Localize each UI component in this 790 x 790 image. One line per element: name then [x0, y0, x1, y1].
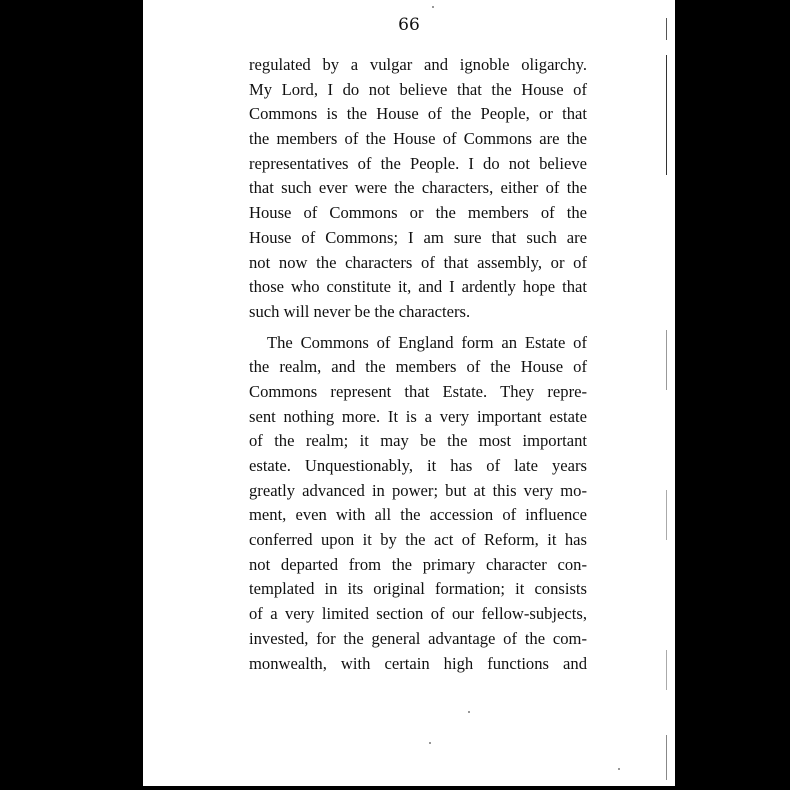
text-line: that such ever were the characters, either of the — [249, 178, 587, 198]
text-line: House of Commons or the members of the — [249, 203, 587, 223]
text-line: representatives of the People. I do not believe — [249, 153, 587, 173]
paragraph-2 — [249, 331, 587, 677]
text-line: monwealth, with certain high functions and — [249, 653, 587, 673]
text-line: regulated by a vulgar and ignoble oligarchy. — [249, 55, 587, 74]
scan-speck — [432, 6, 434, 8]
text-line: sent nothing more. It is a very important estate — [249, 406, 587, 426]
text-line: invested, for the general advantage of the com- — [249, 628, 587, 648]
scan-edge-line — [666, 735, 667, 780]
text-line: the realm, and the members of the House of — [249, 357, 587, 377]
paragraph-1 — [249, 53, 587, 325]
scan-edge-line — [666, 330, 667, 390]
text-line: conferred upon it by the act of Reform, it has — [249, 530, 587, 550]
page-number: 66 — [398, 15, 420, 35]
text-line: House of Commons; I am sure that such are — [249, 227, 587, 247]
text-line: estate. Unquestionably, it has of late years — [249, 456, 587, 475]
text-line: of the realm; it may be the most important — [249, 431, 587, 451]
scan-edge-line — [666, 55, 667, 175]
text-line: ment, even with all the accession of influence — [249, 505, 587, 525]
text-line: not departed from the primary character con- — [249, 554, 587, 574]
scan-edge-line — [666, 18, 667, 40]
scan-edge-line — [666, 490, 667, 540]
text-line: The Commons of England form an Estate of — [267, 332, 587, 352]
text-line: Commons represent that Estate. They repre- — [249, 381, 587, 401]
scan-edge-line — [666, 650, 667, 690]
scan-speck — [429, 742, 431, 744]
scan-speck — [468, 711, 470, 713]
text-line: of a very limited section of our fellow-subjects, — [249, 604, 587, 624]
text-line: the members of the House of Commons are the — [249, 129, 587, 149]
text-line: not now the characters of that assembly, or of — [249, 252, 587, 272]
text-line: those who constitute it, and I ardently hope that — [249, 277, 587, 297]
text-line: templated in its original formation; it consists — [249, 579, 587, 599]
book-page — [143, 0, 675, 786]
scan-speck — [618, 768, 620, 770]
text-line: Commons is the House of the People, or that — [249, 104, 587, 124]
text-line: such will never be the characters. — [249, 301, 471, 321]
text-line: My Lord, I do not believe that the House of — [249, 79, 587, 99]
body-text — [249, 53, 587, 676]
text-line: greatly advanced in power; but at this very mo- — [249, 480, 587, 500]
